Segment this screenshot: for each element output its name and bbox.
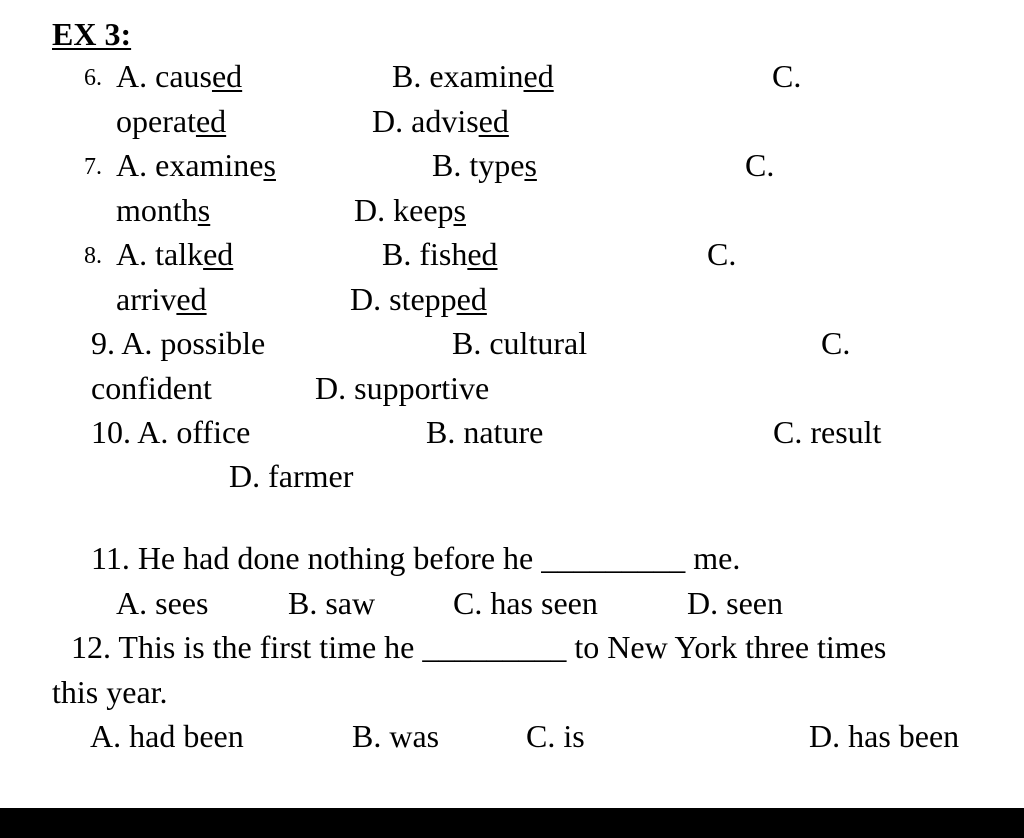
q12-option-a: A. had been	[90, 718, 244, 754]
q7-option-c-label: C.	[745, 147, 775, 183]
q7-option-d: D. keeps	[354, 192, 466, 228]
q10-option-b: B. nature	[426, 414, 544, 450]
q9-option-c-label: C.	[821, 325, 851, 361]
q10-option-a: 10. A. office	[91, 414, 251, 450]
q9-option-b: B. cultural	[452, 325, 588, 361]
q7-number: 7.	[84, 154, 102, 180]
exercise-title: EX 3:	[52, 16, 132, 52]
bottom-black-bar	[0, 808, 1024, 838]
q11-option-a: A. sees	[116, 585, 209, 621]
q8-option-c-word: arrived	[116, 281, 207, 317]
q11-option-b: B. saw	[288, 585, 376, 621]
q10-option-c: C. result	[773, 414, 882, 450]
q12-stem-continued: this year.	[52, 674, 168, 710]
q6-option-c-label: C.	[772, 58, 802, 94]
q12-option-c: C. is	[526, 718, 585, 754]
q9-option-c-word: confident	[91, 370, 212, 406]
q6-option-b: B. examined	[392, 58, 554, 94]
q12-stem: 12. This is the first time he _________ to New York three times	[71, 629, 887, 665]
q12-option-b: B. was	[352, 718, 440, 754]
q8-option-d: D. stepped	[350, 281, 487, 317]
q6-option-c-word: operated	[116, 103, 227, 139]
q8-option-c-label: C.	[707, 236, 737, 272]
q8-option-b: B. fished	[382, 236, 498, 272]
q10-option-d: D. farmer	[229, 458, 354, 494]
q7-option-b: B. types	[432, 147, 537, 183]
q6-option-a: A. caused	[116, 58, 243, 94]
q11-option-c: C. has seen	[453, 585, 598, 621]
q8-option-a: A. talked	[116, 236, 234, 272]
q7-option-c-word: months	[116, 192, 211, 228]
q8-number: 8.	[84, 243, 102, 269]
q11-option-d: D. seen	[687, 585, 783, 621]
q9-option-d: D. supportive	[315, 370, 490, 406]
q6-option-d: D. advised	[372, 103, 509, 139]
q12-option-d: D. has been	[809, 718, 960, 754]
q9-option-a: 9. A. possible	[91, 325, 266, 361]
q7-option-a: A. examines	[116, 147, 276, 183]
q6-number: 6.	[84, 65, 102, 91]
q11-stem: 11. He had done nothing before he _________ me.	[91, 540, 741, 576]
